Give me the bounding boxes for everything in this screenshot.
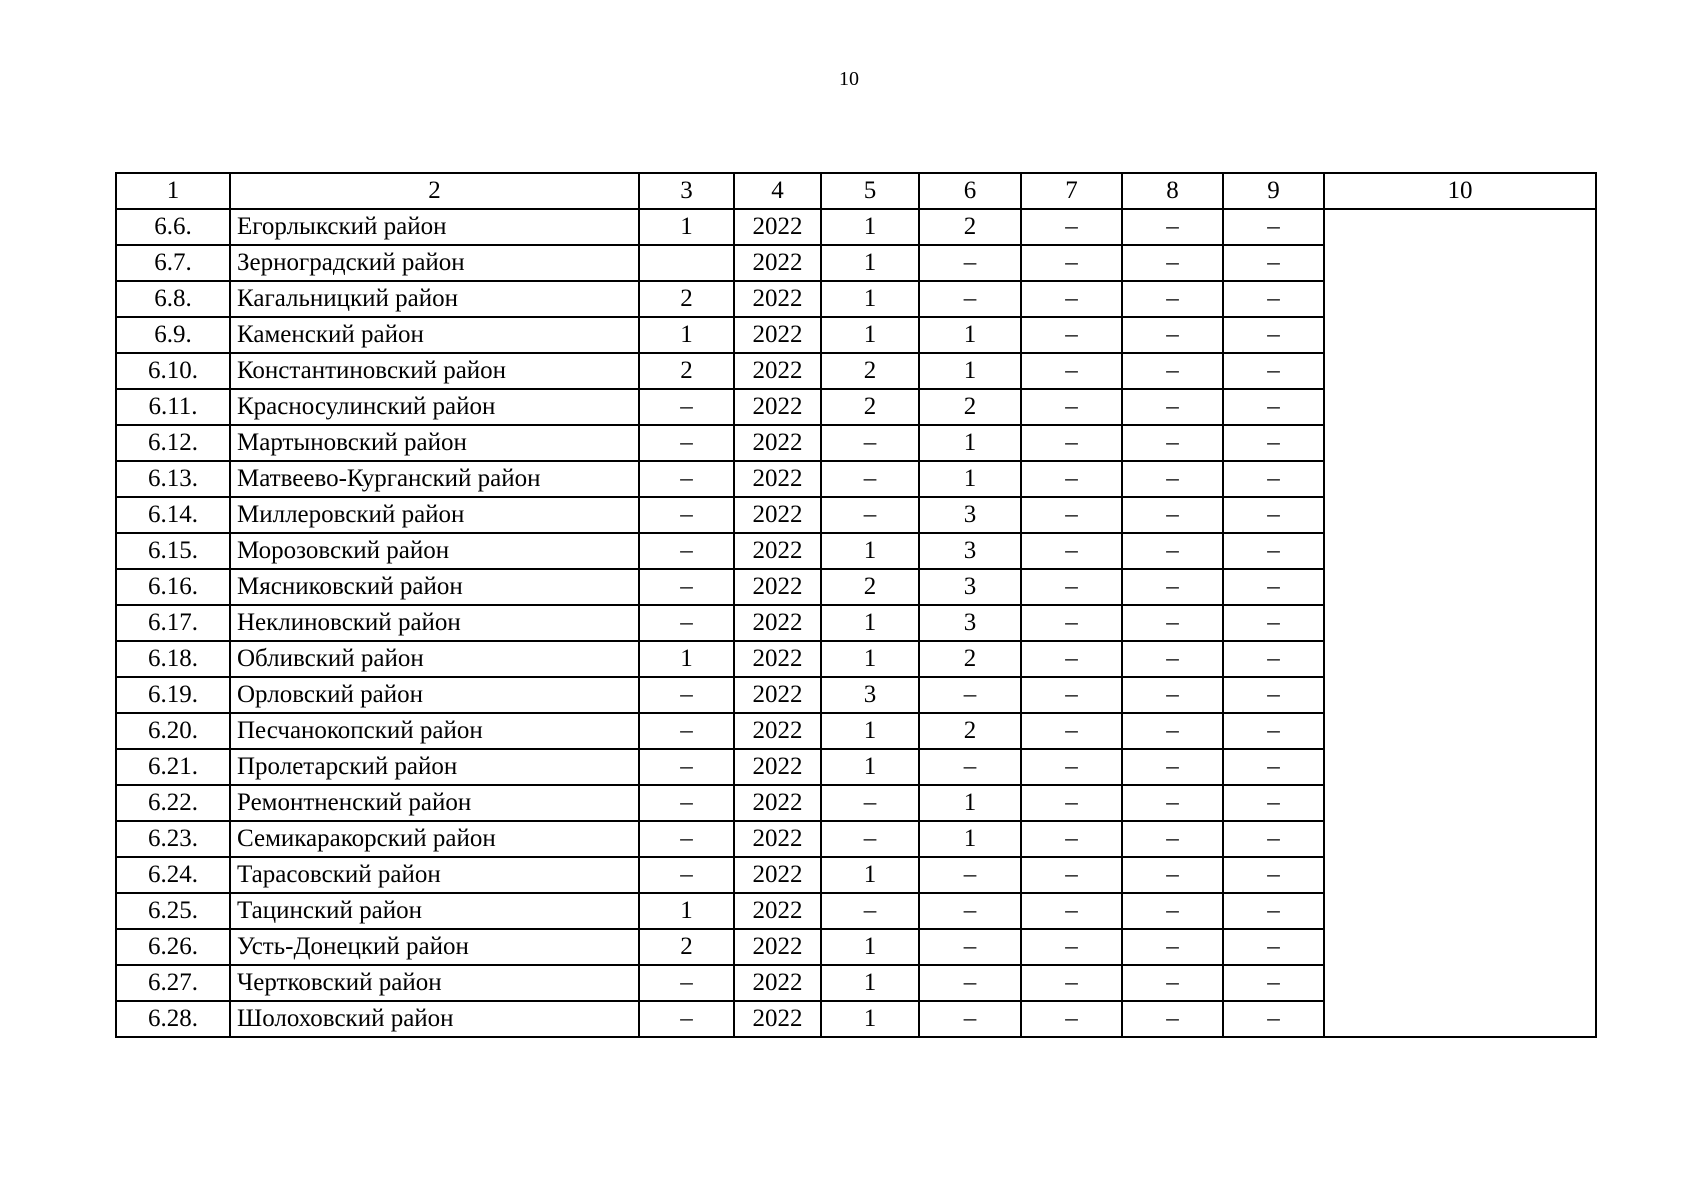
column-header-6: 6 <box>919 173 1021 209</box>
row-number-cell: 6.16. <box>116 569 230 605</box>
col-8-cell: – <box>1122 821 1223 857</box>
col-7-cell: – <box>1021 425 1122 461</box>
row-number-cell: 6.22. <box>116 785 230 821</box>
col-8-cell: – <box>1122 929 1223 965</box>
col-8-cell: – <box>1122 461 1223 497</box>
year-cell: 2022 <box>734 389 821 425</box>
row-number-cell: 6.24. <box>116 857 230 893</box>
col-8-cell: – <box>1122 749 1223 785</box>
col-8-cell: – <box>1122 389 1223 425</box>
col-6-cell: 3 <box>919 533 1021 569</box>
col-9-cell: – <box>1223 569 1324 605</box>
district-name-cell: Морозовский район <box>230 533 639 569</box>
col-3-cell: 1 <box>639 317 734 353</box>
col-6-cell: – <box>919 749 1021 785</box>
year-cell: 2022 <box>734 209 821 245</box>
col-8-cell: – <box>1122 677 1223 713</box>
column-header-9: 9 <box>1223 173 1324 209</box>
year-cell: 2022 <box>734 569 821 605</box>
col-7-cell: – <box>1021 353 1122 389</box>
row-number-cell: 6.21. <box>116 749 230 785</box>
col-8-cell: – <box>1122 785 1223 821</box>
col-8-cell: – <box>1122 713 1223 749</box>
row-number-cell: 6.8. <box>116 281 230 317</box>
year-cell: 2022 <box>734 353 821 389</box>
col-3-cell: – <box>639 1001 734 1037</box>
header-row <box>116 173 1596 209</box>
district-name-cell: Неклиновский район <box>230 605 639 641</box>
col-6-cell: 1 <box>919 785 1021 821</box>
col-9-cell: – <box>1223 893 1324 929</box>
col-6-cell: 2 <box>919 389 1021 425</box>
col-5-cell: 1 <box>821 641 919 677</box>
col-7-cell: – <box>1021 533 1122 569</box>
col-3-cell <box>639 245 734 281</box>
col-8-cell: – <box>1122 425 1223 461</box>
col-9-cell: – <box>1223 713 1324 749</box>
col-5-cell: – <box>821 461 919 497</box>
row-number-cell: 6.27. <box>116 965 230 1001</box>
col-6-cell: 3 <box>919 569 1021 605</box>
col-9-cell: – <box>1223 461 1324 497</box>
col-5-cell: 1 <box>821 749 919 785</box>
district-name-cell: Мартыновский район <box>230 425 639 461</box>
district-name-cell: Егорлыкский район <box>230 209 639 245</box>
column-header-8: 8 <box>1122 173 1223 209</box>
col-9-cell: – <box>1223 353 1324 389</box>
row-number-cell: 6.23. <box>116 821 230 857</box>
year-cell: 2022 <box>734 929 821 965</box>
col-7-cell: – <box>1021 965 1122 1001</box>
district-name-cell: Тарасовский район <box>230 857 639 893</box>
col-5-cell: 2 <box>821 569 919 605</box>
col-3-cell: – <box>639 497 734 533</box>
col-6-cell: – <box>919 1001 1021 1037</box>
col-8-cell: – <box>1122 497 1223 533</box>
col-9-cell: – <box>1223 533 1324 569</box>
row-number-cell: 6.14. <box>116 497 230 533</box>
col-5-cell: 2 <box>821 389 919 425</box>
col-6-cell: 1 <box>919 353 1021 389</box>
year-cell: 2022 <box>734 533 821 569</box>
col-9-cell: – <box>1223 209 1324 245</box>
col-8-cell: – <box>1122 209 1223 245</box>
year-cell: 2022 <box>734 677 821 713</box>
column-header-7: 7 <box>1021 173 1122 209</box>
col-3-cell: – <box>639 461 734 497</box>
col-3-cell: – <box>639 713 734 749</box>
col-5-cell: 1 <box>821 929 919 965</box>
row-number-cell: 6.25. <box>116 893 230 929</box>
year-cell: 2022 <box>734 965 821 1001</box>
col-3-cell: – <box>639 533 734 569</box>
col-8-cell: – <box>1122 281 1223 317</box>
year-cell: 2022 <box>734 1001 821 1037</box>
year-cell: 2022 <box>734 425 821 461</box>
col-6-cell: 2 <box>919 713 1021 749</box>
col-3-cell: 2 <box>639 353 734 389</box>
col-7-cell: – <box>1021 929 1122 965</box>
district-name-cell: Песчанокопский район <box>230 713 639 749</box>
col-6-cell: 1 <box>919 461 1021 497</box>
col-3-cell: – <box>639 785 734 821</box>
col-6-cell: 1 <box>919 317 1021 353</box>
col-6-cell: 2 <box>919 641 1021 677</box>
col-7-cell: – <box>1021 209 1122 245</box>
col-3-cell: 2 <box>639 281 734 317</box>
col-3-cell: – <box>639 605 734 641</box>
col-9-cell: – <box>1223 317 1324 353</box>
col-6-cell: – <box>919 857 1021 893</box>
col-7-cell: – <box>1021 677 1122 713</box>
col-9-cell: – <box>1223 965 1324 1001</box>
page-number: 10 <box>839 68 859 90</box>
year-cell: 2022 <box>734 605 821 641</box>
col-5-cell: 1 <box>821 245 919 281</box>
col-9-cell: – <box>1223 929 1324 965</box>
col-3-cell: – <box>639 389 734 425</box>
col-3-cell: – <box>639 569 734 605</box>
col-3-cell: – <box>639 857 734 893</box>
row-number-cell: 6.9. <box>116 317 230 353</box>
col-9-cell: – <box>1223 857 1324 893</box>
col-7-cell: – <box>1021 857 1122 893</box>
row-number-cell: 6.18. <box>116 641 230 677</box>
district-name-cell: Тацинский район <box>230 893 639 929</box>
col-9-cell: – <box>1223 785 1324 821</box>
col-5-cell: 1 <box>821 605 919 641</box>
year-cell: 2022 <box>734 713 821 749</box>
district-name-cell: Чертковский район <box>230 965 639 1001</box>
row-number-cell: 6.15. <box>116 533 230 569</box>
col-5-cell: 1 <box>821 317 919 353</box>
col-8-cell: – <box>1122 857 1223 893</box>
col-5-cell: 3 <box>821 677 919 713</box>
col-9-cell: – <box>1223 749 1324 785</box>
row-number-cell: 6.28. <box>116 1001 230 1037</box>
col-8-cell: – <box>1122 1001 1223 1037</box>
col-6-cell: 2 <box>919 209 1021 245</box>
column-header-2: 2 <box>230 173 639 209</box>
col-3-cell: 2 <box>639 929 734 965</box>
col-5-cell: – <box>821 821 919 857</box>
col-5-cell: 1 <box>821 965 919 1001</box>
col-5-cell: – <box>821 785 919 821</box>
row-number-cell: 6.12. <box>116 425 230 461</box>
col-7-cell: – <box>1021 641 1122 677</box>
col-7-cell: – <box>1021 893 1122 929</box>
col-5-cell: – <box>821 497 919 533</box>
col-7-cell: – <box>1021 497 1122 533</box>
col-5-cell: 1 <box>821 533 919 569</box>
row-number-cell: 6.17. <box>116 605 230 641</box>
col-8-cell: – <box>1122 353 1223 389</box>
col-7-cell: – <box>1021 1001 1122 1037</box>
col-8-cell: – <box>1122 317 1223 353</box>
row-number-cell: 6.19. <box>116 677 230 713</box>
col-5-cell: 1 <box>821 1001 919 1037</box>
col-7-cell: – <box>1021 281 1122 317</box>
col-9-cell: – <box>1223 281 1324 317</box>
row-number-cell: 6.11. <box>116 389 230 425</box>
column-header-4: 4 <box>734 173 821 209</box>
col-6-cell: – <box>919 281 1021 317</box>
col-6-cell: – <box>919 893 1021 929</box>
year-cell: 2022 <box>734 281 821 317</box>
col-6-cell: – <box>919 929 1021 965</box>
district-name-cell: Орловский район <box>230 677 639 713</box>
col-3-cell: – <box>639 965 734 1001</box>
col-8-cell: – <box>1122 893 1223 929</box>
column-header-3: 3 <box>639 173 734 209</box>
year-cell: 2022 <box>734 821 821 857</box>
col-9-cell: – <box>1223 245 1324 281</box>
column-header-1: 1 <box>116 173 230 209</box>
col-5-cell: 1 <box>821 713 919 749</box>
col-7-cell: – <box>1021 461 1122 497</box>
year-cell: 2022 <box>734 893 821 929</box>
year-cell: 2022 <box>734 785 821 821</box>
district-name-cell: Усть-Донецкий район <box>230 929 639 965</box>
col-3-cell: – <box>639 425 734 461</box>
row-number-cell: 6.10. <box>116 353 230 389</box>
row-number-cell: 6.20. <box>116 713 230 749</box>
col-10-merged-cell <box>1324 209 1596 1037</box>
year-cell: 2022 <box>734 461 821 497</box>
col-9-cell: – <box>1223 641 1324 677</box>
col-5-cell: 1 <box>821 281 919 317</box>
year-cell: 2022 <box>734 245 821 281</box>
col-8-cell: – <box>1122 245 1223 281</box>
col-9-cell: – <box>1223 821 1324 857</box>
district-name-cell: Пролетарский район <box>230 749 639 785</box>
district-name-cell: Шолоховский район <box>230 1001 639 1037</box>
table-row <box>116 209 1596 245</box>
col-6-cell: – <box>919 677 1021 713</box>
col-3-cell: – <box>639 821 734 857</box>
district-name-cell: Матвеево-Курганский район <box>230 461 639 497</box>
district-name-cell: Константиновский район <box>230 353 639 389</box>
row-number-cell: 6.13. <box>116 461 230 497</box>
year-cell: 2022 <box>734 317 821 353</box>
district-name-cell: Миллеровский район <box>230 497 639 533</box>
col-6-cell: – <box>919 245 1021 281</box>
col-5-cell: – <box>821 893 919 929</box>
col-8-cell: – <box>1122 569 1223 605</box>
district-name-cell: Ремонтненский район <box>230 785 639 821</box>
col-7-cell: – <box>1021 605 1122 641</box>
col-9-cell: – <box>1223 389 1324 425</box>
year-cell: 2022 <box>734 497 821 533</box>
col-5-cell: 1 <box>821 857 919 893</box>
col-3-cell: 1 <box>639 209 734 245</box>
col-7-cell: – <box>1021 821 1122 857</box>
col-3-cell: 1 <box>639 893 734 929</box>
row-number-cell: 6.6. <box>116 209 230 245</box>
row-number-cell: 6.7. <box>116 245 230 281</box>
district-name-cell: Кагальницкий район <box>230 281 639 317</box>
year-cell: 2022 <box>734 857 821 893</box>
year-cell: 2022 <box>734 641 821 677</box>
col-3-cell: – <box>639 749 734 785</box>
col-8-cell: – <box>1122 533 1223 569</box>
col-3-cell: 1 <box>639 641 734 677</box>
col-3-cell: – <box>639 677 734 713</box>
column-header-5: 5 <box>821 173 919 209</box>
col-9-cell: – <box>1223 425 1324 461</box>
col-7-cell: – <box>1021 245 1122 281</box>
col-5-cell: 2 <box>821 353 919 389</box>
col-9-cell: – <box>1223 497 1324 533</box>
district-name-cell: Красносулинский район <box>230 389 639 425</box>
district-name-cell: Семикаракорский район <box>230 821 639 857</box>
col-5-cell: 1 <box>821 209 919 245</box>
col-5-cell: – <box>821 425 919 461</box>
col-7-cell: – <box>1021 713 1122 749</box>
col-7-cell: – <box>1021 749 1122 785</box>
col-7-cell: – <box>1021 317 1122 353</box>
col-6-cell: 1 <box>919 821 1021 857</box>
district-table <box>115 172 1597 1038</box>
col-9-cell: – <box>1223 605 1324 641</box>
col-8-cell: – <box>1122 641 1223 677</box>
col-6-cell: – <box>919 965 1021 1001</box>
col-6-cell: 3 <box>919 497 1021 533</box>
column-header-10: 10 <box>1324 173 1596 209</box>
row-number-cell: 6.26. <box>116 929 230 965</box>
col-6-cell: 3 <box>919 605 1021 641</box>
year-cell: 2022 <box>734 749 821 785</box>
col-8-cell: – <box>1122 965 1223 1001</box>
district-name-cell: Обливский район <box>230 641 639 677</box>
col-9-cell: – <box>1223 677 1324 713</box>
col-9-cell: – <box>1223 1001 1324 1037</box>
col-6-cell: 1 <box>919 425 1021 461</box>
col-8-cell: – <box>1122 605 1223 641</box>
col-7-cell: – <box>1021 785 1122 821</box>
col-7-cell: – <box>1021 569 1122 605</box>
district-name-cell: Зерноградский район <box>230 245 639 281</box>
table-body <box>116 209 1596 1037</box>
col-7-cell: – <box>1021 389 1122 425</box>
district-name-cell: Каменский район <box>230 317 639 353</box>
district-name-cell: Мясниковский район <box>230 569 639 605</box>
